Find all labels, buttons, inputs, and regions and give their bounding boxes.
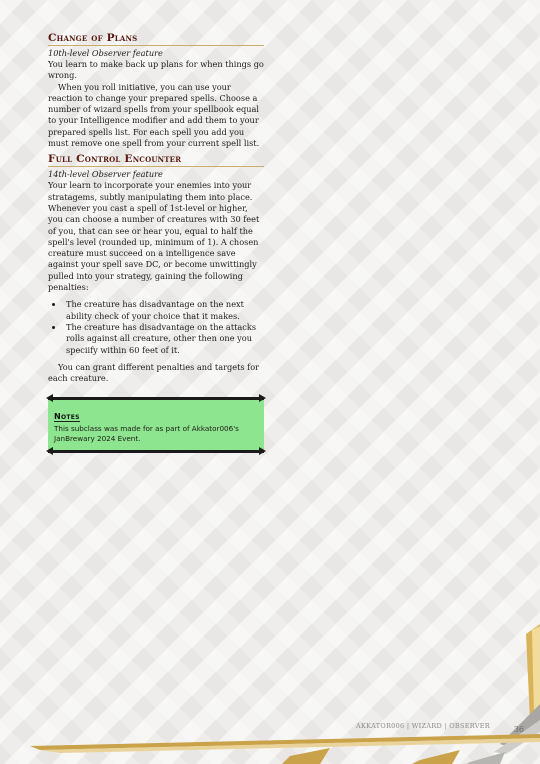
heading-full-control-encounter: Full Control Encounter	[48, 153, 264, 167]
subtitle-full-control-encounter: 14th-level Observer feature	[48, 169, 163, 180]
text-column	[48, 32, 264, 453]
notes-top-rule	[48, 397, 264, 400]
paragraph: You can grant different penalties and targets for each creature.	[48, 361, 260, 384]
penalty-list	[48, 299, 264, 355]
page-number: 36	[513, 725, 524, 734]
footer-decoration	[0, 624, 540, 764]
paragraph: When you roll initiative, you can use your reaction to change your prepared spells. Choose a number of wizard spells from your spellbook equal to your Intelligence modifier and add them to your prepared spells list. For each spell you add you must remove one spell from your current spell list.	[48, 81, 260, 149]
subtitle-change-of-plans: 10th-level Observer feature	[48, 48, 163, 58]
notes-text: This subclass was made for as part of Akkator006's JanBrewary 2024 Event.	[54, 424, 239, 444]
paragraph: Your learn to incorporate your enemies into your stratagems, subtly manipulating them into place. Whenever you cast a spell of 1st-level or higher, you can choose a number of creatures with 30 feet of you, that can see or hear you, equal to half the spell's level (rounded up, minimum of 1). A chosen creature must succeed on a intelligence save against your spell save DC, or become unwittingly pulled into your strategy, gaining the following penalties:	[48, 180, 260, 293]
silver-slash	[466, 752, 505, 764]
rule-end-icon	[46, 447, 53, 455]
paragraph: You learn to make back up plans for when things go wrong.	[48, 59, 264, 81]
list-item: • The creature has disadvantage on the attacks rolls against all creature, other then one you speciify within 60 feet of it.	[64, 322, 264, 356]
gold-slash	[412, 750, 460, 764]
notes-body	[48, 400, 264, 450]
list-item: • The creature has disadvantage on the next ability check of your choice that it makes.	[64, 299, 264, 322]
rule-end-icon	[46, 394, 53, 402]
rule-end-icon	[259, 394, 266, 402]
heading-change-of-plans: Change of Plans	[48, 32, 264, 46]
notes-box	[48, 397, 264, 453]
notes-title: Notes	[54, 412, 80, 422]
footer-label: AKKATOR006 | WIZARD | OBSERVER	[356, 722, 490, 730]
rule-end-icon	[259, 447, 266, 455]
gold-slash	[282, 748, 330, 764]
notes-bottom-rule	[48, 450, 264, 453]
